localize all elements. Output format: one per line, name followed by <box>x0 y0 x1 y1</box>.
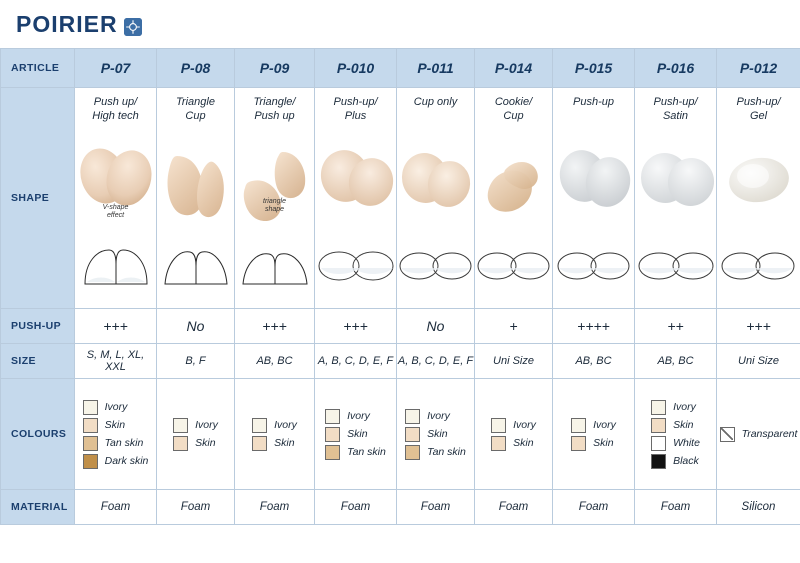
material-p-010: Foam <box>315 490 397 525</box>
pushup-p-07: +++ <box>75 309 157 344</box>
pushup-p-014: + <box>475 309 553 344</box>
product-illustration-p-016 <box>635 126 716 304</box>
poirier-diamond-icon <box>124 18 142 36</box>
colour-swatch-icon <box>405 427 420 442</box>
brand-header <box>0 0 800 48</box>
colour-option <box>405 427 466 442</box>
colour-label: Ivory <box>274 419 297 431</box>
table-row-material <box>1 490 800 525</box>
shape-cell-p-014 <box>475 88 553 309</box>
colour-option <box>571 436 616 451</box>
colour-option <box>83 418 149 433</box>
colours-cell-p-010 <box>315 379 397 490</box>
colour-label: Ivory <box>195 419 218 431</box>
table-row-colours <box>1 379 800 490</box>
shape-name-p-016: Push-up/ Satin <box>653 96 698 122</box>
colour-swatch-icon <box>83 454 98 469</box>
colour-option <box>325 427 386 442</box>
colour-option <box>173 418 218 433</box>
colour-label: Skin <box>274 437 295 449</box>
colour-option <box>651 436 700 451</box>
colour-option <box>83 454 149 469</box>
colour-option <box>83 436 149 451</box>
size-p-011: A, B, C, D, E, F <box>397 344 475 379</box>
colour-swatch-icon <box>325 409 340 424</box>
colour-swatch-icon <box>491 436 506 451</box>
colours-cell-p-012 <box>717 379 800 490</box>
material-p-011: Foam <box>397 490 475 525</box>
swatch-list <box>571 415 616 454</box>
colour-option <box>325 445 386 460</box>
shape-cell-p-09 <box>235 88 315 309</box>
colour-label: Transparent <box>741 428 798 440</box>
shape-name-p-08: Triangle Cup <box>176 96 215 122</box>
colour-label: Tan skin <box>347 446 386 458</box>
colour-swatch-icon <box>173 436 188 451</box>
shape-name-p-09: Triangle/ Push up <box>253 96 296 122</box>
size-p-08: B, F <box>157 344 235 379</box>
material-p-015: Foam <box>553 490 635 525</box>
colours-cell-p-016 <box>635 379 717 490</box>
shape-name-p-012: Push-up/ Gel <box>736 96 781 122</box>
material-p-014: Foam <box>475 490 553 525</box>
material-p-08: Foam <box>157 490 235 525</box>
colour-label: Skin <box>195 437 216 449</box>
swatch-list <box>651 397 700 472</box>
article-p-010: P-010 <box>315 49 397 88</box>
size-p-010: A, B, C, D, E, F <box>315 344 397 379</box>
colour-option <box>720 427 798 442</box>
pushup-p-012: +++ <box>717 309 800 344</box>
table-row-size <box>1 344 800 379</box>
colour-label: Tan skin <box>104 437 144 449</box>
colour-option <box>571 418 616 433</box>
colour-label: Skin <box>347 428 368 440</box>
material-p-09: Foam <box>235 490 315 525</box>
shape-cell-p-012 <box>717 88 800 309</box>
swatch-list <box>325 406 386 463</box>
colour-swatch-icon <box>83 400 98 415</box>
article-p-016: P-016 <box>635 49 717 88</box>
colour-swatch-icon <box>651 436 666 451</box>
size-p-016: AB, BC <box>635 344 717 379</box>
note-p-09: triangle shape <box>263 198 286 214</box>
colours-cell-p-08 <box>157 379 235 490</box>
colours-cell-p-011 <box>397 379 475 490</box>
colour-option <box>651 418 700 433</box>
colour-swatch-icon <box>325 427 340 442</box>
colour-swatch-icon <box>405 445 420 460</box>
shape-cell-p-010 <box>315 88 397 309</box>
article-p-012: P-012 <box>717 49 800 88</box>
colour-swatch-icon <box>252 418 267 433</box>
colour-label: Ivory <box>513 419 536 431</box>
colour-label: Skin <box>593 437 614 449</box>
colour-swatch-icon <box>83 436 98 451</box>
swatch-list <box>491 415 536 454</box>
colour-option <box>252 436 297 451</box>
colour-label: Ivory <box>673 401 696 413</box>
article-p-09: P-09 <box>235 49 315 88</box>
product-illustration-p-09 <box>235 126 314 304</box>
colour-option <box>325 409 386 424</box>
colour-label: Tan skin <box>427 446 466 458</box>
colour-swatch-icon <box>651 454 666 469</box>
pushup-p-015: ++++ <box>553 309 635 344</box>
row-label-size: SIZE <box>1 344 75 379</box>
material-p-07: Foam <box>75 490 157 525</box>
product-illustration-p-08 <box>157 126 234 304</box>
colour-option <box>651 454 700 469</box>
colour-swatch-icon <box>252 436 267 451</box>
row-label-article: ARTICLE <box>1 49 75 88</box>
colour-option <box>491 418 536 433</box>
colours-cell-p-09 <box>235 379 315 490</box>
table-row-shape <box>1 88 800 309</box>
colour-swatch-icon <box>651 418 666 433</box>
product-illustration-p-015 <box>553 126 634 304</box>
article-p-014: P-014 <box>475 49 553 88</box>
shape-cell-p-08 <box>157 88 235 309</box>
colour-option <box>83 400 149 415</box>
colour-option <box>405 409 466 424</box>
swatch-list <box>173 415 218 454</box>
colour-swatch-icon <box>720 427 735 442</box>
colour-swatch-icon <box>491 418 506 433</box>
shape-name-p-015: Push-up <box>573 96 614 108</box>
size-p-09: AB, BC <box>235 344 315 379</box>
colour-swatch-icon <box>571 418 586 433</box>
table-row-pushup <box>1 309 800 344</box>
colour-option <box>405 445 466 460</box>
colour-option <box>173 436 218 451</box>
colours-cell-p-015 <box>553 379 635 490</box>
material-p-016: Foam <box>635 490 717 525</box>
colour-option <box>491 436 536 451</box>
product-illustration-p-010 <box>315 126 396 304</box>
swatch-list <box>405 406 466 463</box>
colour-swatch-icon <box>83 418 98 433</box>
row-label-pushup: PUSH-UP <box>1 309 75 344</box>
colour-label: Dark skin <box>104 455 149 467</box>
size-p-014: Uni Size <box>475 344 553 379</box>
shape-name-p-07: Push up/ High tech <box>92 96 139 122</box>
colour-label: Skin <box>427 428 448 440</box>
row-label-colours: COLOURS <box>1 379 75 490</box>
product-table <box>0 48 800 525</box>
colour-option <box>651 400 700 415</box>
pushup-p-010: +++ <box>315 309 397 344</box>
shape-cell-p-015 <box>553 88 635 309</box>
swatch-list <box>720 424 798 445</box>
colour-swatch-icon <box>325 445 340 460</box>
pushup-p-011: No <box>397 309 475 344</box>
article-p-011: P-011 <box>397 49 475 88</box>
row-label-material: MATERIAL <box>1 490 75 525</box>
colour-label: Ivory <box>593 419 616 431</box>
pushup-p-09: +++ <box>235 309 315 344</box>
colour-label: Ivory <box>427 410 450 422</box>
colours-cell-p-014 <box>475 379 553 490</box>
shape-cell-p-07 <box>75 88 157 309</box>
table-row-article <box>1 49 800 88</box>
shape-cell-p-016 <box>635 88 717 309</box>
colour-swatch-icon <box>651 400 666 415</box>
shape-name-p-010: Push-up/ Plus <box>333 96 378 122</box>
pushup-p-08: No <box>157 309 235 344</box>
colour-label: Skin <box>513 437 534 449</box>
colour-label: Skin <box>673 419 694 431</box>
colour-swatch-icon <box>405 409 420 424</box>
article-p-015: P-015 <box>553 49 635 88</box>
colour-label: Skin <box>104 419 126 431</box>
shape-name-p-011: Cup only <box>413 96 458 108</box>
colour-swatch-icon <box>571 436 586 451</box>
row-label-shape: SHAPE <box>1 88 75 309</box>
article-p-08: P-08 <box>157 49 235 88</box>
product-illustration-p-011 <box>397 126 474 304</box>
size-p-07: S, M, L, XL, XXL <box>75 344 157 379</box>
shape-cell-p-011 <box>397 88 475 309</box>
size-p-015: AB, BC <box>553 344 635 379</box>
material-p-012: Silicon <box>717 490 800 525</box>
article-p-07: P-07 <box>75 49 157 88</box>
colour-label: White <box>673 437 700 449</box>
colours-cell-p-07 <box>75 379 157 490</box>
note-p-07: V-shape effect <box>102 204 129 220</box>
product-illustration-p-014 <box>475 126 552 304</box>
colour-label: Ivory <box>347 410 370 422</box>
colour-label: Black <box>673 455 699 467</box>
product-illustration-p-012 <box>717 126 800 304</box>
swatch-list <box>252 415 297 454</box>
colour-option <box>252 418 297 433</box>
brand-name: POIRIER <box>16 10 118 37</box>
swatch-list <box>83 397 149 472</box>
product-illustration-p-07 <box>75 126 156 304</box>
colour-swatch-icon <box>173 418 188 433</box>
shape-name-p-014: Cookie/ Cup <box>494 96 533 122</box>
size-p-012: Uni Size <box>717 344 800 379</box>
pushup-p-016: ++ <box>635 309 717 344</box>
colour-label: Ivory <box>104 401 128 413</box>
